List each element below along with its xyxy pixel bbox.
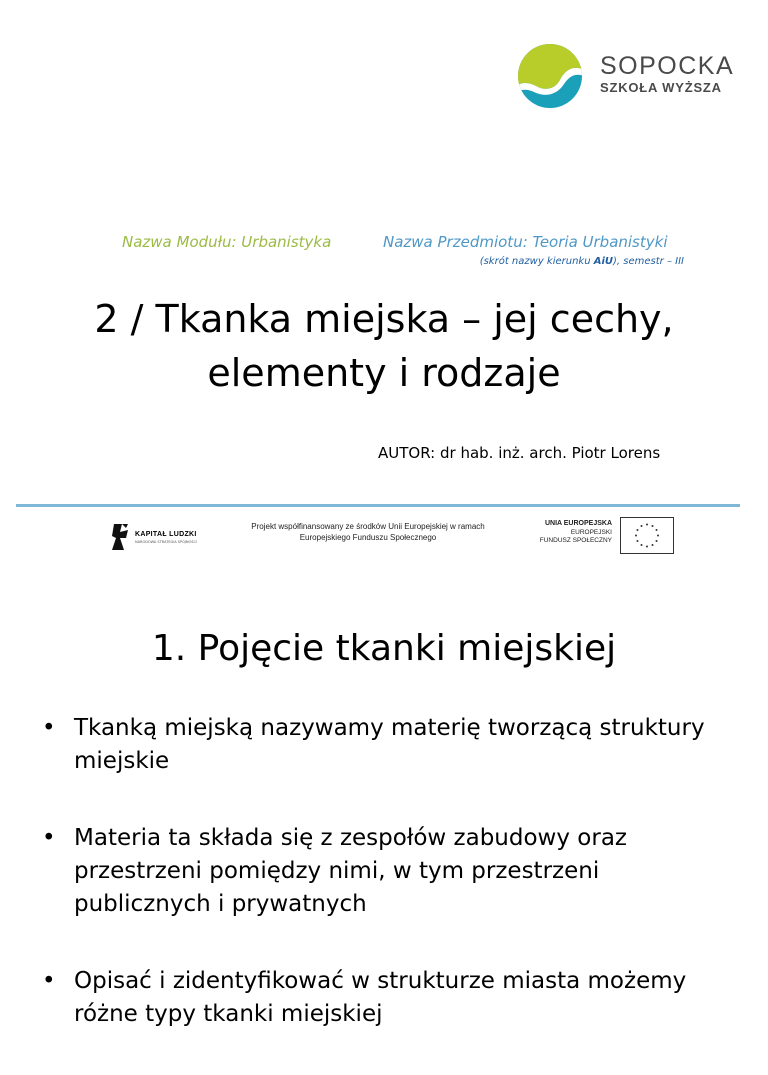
slide-title-line1: 2 / Tkanka miejska – jej cechy,	[94, 297, 674, 341]
bullet-item	[42, 822, 742, 921]
funding-line2: Europejskiego Funduszu Społecznego	[299, 533, 437, 542]
eu-line2: EUROPEJSKI	[570, 528, 612, 536]
course-note	[480, 256, 684, 267]
slide-title-line2: elementy i rodzaje	[207, 351, 561, 395]
divider	[16, 504, 740, 507]
eu-line3: FUNDUSZ SPOŁECZNY	[539, 537, 612, 544]
bullet-text: Tkanką miejską nazywamy materię tworzącą struktury miejskie	[74, 715, 705, 774]
course-note-abbrev: AiU	[593, 256, 614, 267]
kapital-ludzki-logo	[108, 521, 208, 553]
module-name: Nazwa Modułu: Urbanistyka	[122, 233, 332, 251]
course-note-prefix: (skrót nazwy kierunku	[479, 256, 594, 267]
eu-line1: UNIA EUROPEJSKA	[544, 520, 612, 527]
author: AUTOR: dr hab. inż. arch. Piotr Lorens	[378, 444, 661, 462]
bullet-list	[42, 712, 742, 1075]
kapital-ludzki-subtitle: NARODOWA STRATEGIA SPÓJNOŚCI	[135, 540, 197, 544]
eu-label	[520, 520, 612, 546]
bullet-item	[42, 712, 742, 778]
bullet-text: Opisać i zidentyfikować w strukturze miasta możemy różne typy tkanki miejskiej	[74, 968, 687, 1027]
content-slide	[0, 588, 768, 1027]
kapital-ludzki-name: KAPITAŁ LUDZKI	[135, 531, 197, 538]
logo-name: SOPOCKA	[600, 52, 735, 80]
logo-emblem-icon	[516, 42, 584, 110]
bullet-icon: •	[42, 825, 56, 851]
content-heading: 1. Pojęcie tkanki miejskiej	[151, 628, 617, 669]
slide-title	[0, 292, 768, 400]
course-note-suffix: ), semestr – III	[613, 256, 684, 267]
kapital-ludzki-icon	[110, 522, 132, 552]
funding-note	[220, 521, 516, 543]
subject-name: Nazwa Przedmiotu: Teoria Urbanistyki	[383, 233, 668, 251]
bullet-icon: •	[42, 715, 56, 741]
eu-flag-icon	[620, 517, 674, 554]
funding-line1: Projekt współfinansowany ze środków Unii Europejskiej w ramach	[251, 522, 485, 531]
bullet-text: Materia ta składa się z zespołów zabudowy oraz przestrzeni pomiędzy nimi, w tym przestrzeni publicznych i prywatnych	[74, 825, 627, 917]
logo-subtitle: SZKOŁA WYŻSZA	[600, 80, 722, 95]
bullet-item	[42, 965, 742, 1031]
title-slide	[0, 0, 768, 500]
bullet-icon: •	[42, 968, 56, 994]
school-logo	[516, 42, 735, 110]
